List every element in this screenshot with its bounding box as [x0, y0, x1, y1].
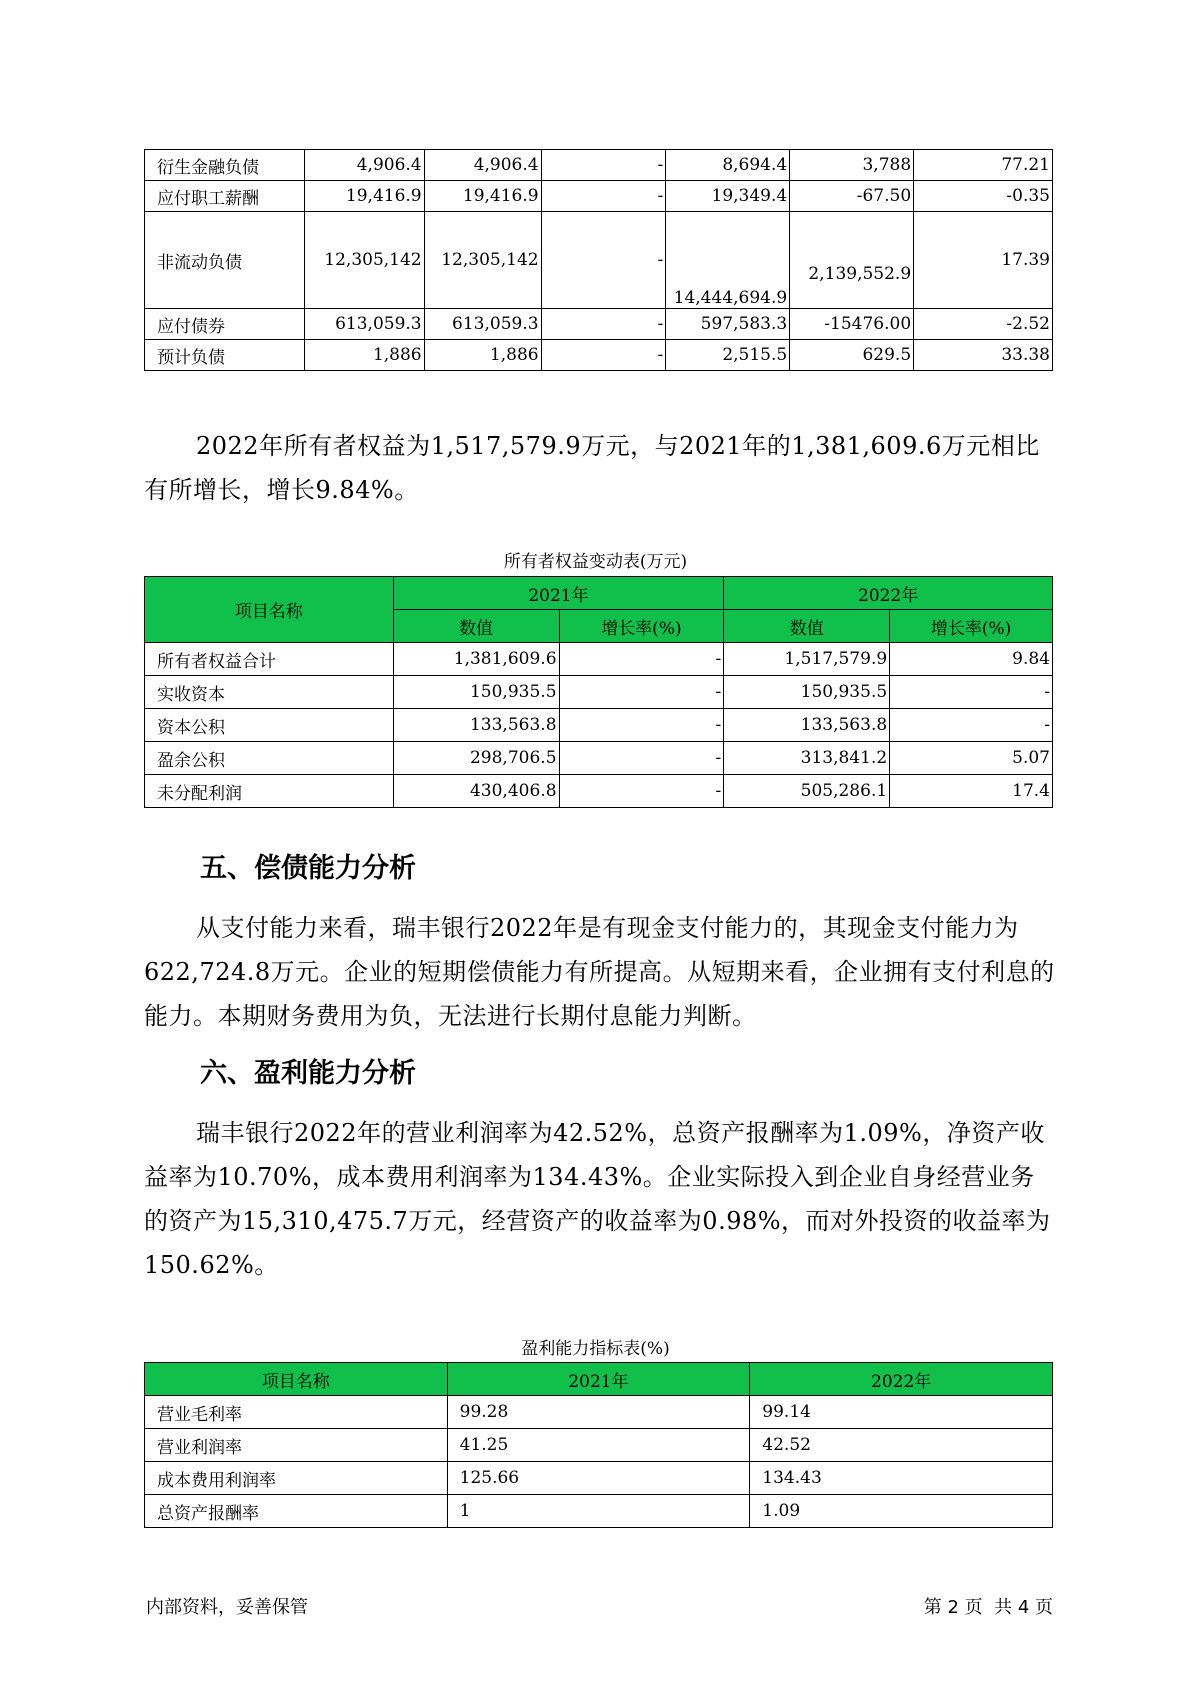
cell: 1,886 [424, 340, 541, 371]
row-label: 未分配利润 [145, 775, 394, 808]
cell: - [559, 643, 724, 676]
section-heading-solvency: 五、偿债能力分析 [200, 853, 416, 884]
row-label: 营业利润率 [145, 1429, 448, 1462]
row-label: 应付债券 [145, 309, 305, 340]
cell: 4,906.4 [424, 150, 541, 181]
section-heading-profitability: 六、盈利能力分析 [200, 1058, 416, 1089]
cell: 19,416.9 [304, 181, 424, 212]
cell: 1,517,579.9 [724, 643, 890, 676]
cell: 8,694.4 [666, 150, 790, 181]
cell: 150,935.5 [724, 676, 890, 709]
header-growth: 增长率(%) [890, 610, 1053, 643]
cell: 3,788 [790, 150, 914, 181]
cell: 9.84 [890, 643, 1053, 676]
row-label: 非流动负债 [145, 212, 305, 309]
cell: - [559, 775, 724, 808]
cell: - [559, 676, 724, 709]
cell: 597,583.3 [666, 309, 790, 340]
paragraph-solvency: 从支付能力来看，瑞丰银行2022年是有现金支付能力的，其现金支付能力为622,724.8万元。企业的短期偿债能力有所提高。从短期来看，企业拥有支付利息的能力。本期财务费用为负，无法进行长期付息能力判断。 [144, 914, 1055, 1030]
cell: 17.4 [890, 775, 1053, 808]
cell: 99.14 [750, 1396, 1053, 1429]
row-label: 衍生金融负债 [145, 150, 305, 181]
cell: 1.09 [750, 1495, 1053, 1528]
cell: 133,563.8 [393, 709, 559, 742]
header-year-2021: 2021年 [393, 577, 724, 610]
cell: -15476.00 [790, 309, 914, 340]
cell: -0.35 [914, 181, 1053, 212]
row-label: 资本公积 [145, 709, 394, 742]
liability-table [144, 149, 1053, 371]
table-row [145, 709, 1053, 742]
header-value: 数值 [393, 610, 559, 643]
cell: 4,906.4 [304, 150, 424, 181]
table-row [145, 340, 1053, 371]
cell: 1,381,609.6 [393, 643, 559, 676]
cell: 99.28 [447, 1396, 750, 1429]
cell: - [541, 309, 666, 340]
paragraph-equity: 2022年所有者权益为1,517,579.9万元，与2021年的1,381,609.6万元相比有所增长，增长9.84%。 [144, 432, 1040, 504]
row-label: 所有者权益合计 [145, 643, 394, 676]
cell: 2,515.5 [666, 340, 790, 371]
header-value: 数值 [724, 610, 890, 643]
cell: - [541, 150, 666, 181]
table-row [145, 1429, 1053, 1462]
cell: 430,406.8 [393, 775, 559, 808]
row-label: 实收资本 [145, 676, 394, 709]
table-header-row [145, 577, 1053, 610]
cell: 77.21 [914, 150, 1053, 181]
cell: 313,841.2 [724, 742, 890, 775]
header-year-2022: 2022年 [724, 577, 1053, 610]
header-year-2022: 2022年 [750, 1363, 1053, 1396]
cell: 629.5 [790, 340, 914, 371]
cell: 1 [447, 1495, 750, 1528]
table-header-row [145, 1363, 1053, 1396]
header-growth: 增长率(%) [559, 610, 724, 643]
row-label: 预计负债 [145, 340, 305, 371]
table-row [145, 150, 1053, 181]
row-label: 应付职工薪酬 [145, 181, 305, 212]
table-row [145, 775, 1053, 808]
cell: - [541, 181, 666, 212]
table-row [145, 1462, 1053, 1495]
cell: 5.07 [890, 742, 1053, 775]
cell: - [890, 709, 1053, 742]
row-label: 盈余公积 [145, 742, 394, 775]
table-row [145, 1396, 1053, 1429]
cell: 12,305,142 [424, 212, 541, 309]
cell: - [541, 212, 666, 309]
cell: 134.43 [750, 1462, 1053, 1495]
table-row [145, 181, 1053, 212]
equity-table [144, 576, 1053, 808]
footer-confidential: 内部资料，妥善保管 [146, 1597, 308, 1618]
table-row [145, 212, 1053, 309]
row-label: 营业毛利率 [145, 1396, 448, 1429]
cell: - [559, 709, 724, 742]
cell-value: 14,444,694.9 [673, 288, 788, 308]
cell: 19,349.4 [666, 181, 790, 212]
cell: 613,059.3 [424, 309, 541, 340]
row-label: 成本费用利润率 [145, 1462, 448, 1495]
cell: 42.52 [750, 1429, 1053, 1462]
cell [666, 212, 790, 309]
profit-table-caption: 盈利能力指标表(%) [521, 1339, 670, 1359]
cell: - [890, 676, 1053, 709]
header-item: 项目名称 [145, 1363, 448, 1396]
cell: -2.52 [914, 309, 1053, 340]
footer-page-number: 第 2 页 共 4 页 [923, 1597, 1053, 1618]
equity-table-caption: 所有者权益变动表(万元) [503, 552, 688, 572]
paragraph-profitability: 瑞丰银行2022年的营业利润率为42.52%，总资产报酬率为1.09%，净资产收益率为10.70%，成本费用利润率为134.43%。企业实际投入到企业自身经营业务的资产为15,310,475.7万元，经营资产的收益率为0.98%，而对外投资的收益率为150.62%。 [144, 1119, 1051, 1279]
table-row [145, 742, 1053, 775]
cell: 1,886 [304, 340, 424, 371]
cell: 613,059.3 [304, 309, 424, 340]
cell: 2,139,552.9 [790, 212, 914, 309]
cell: 298,706.5 [393, 742, 559, 775]
cell: 41.25 [447, 1429, 750, 1462]
cell: 12,305,142 [304, 212, 424, 309]
cell: 505,286.1 [724, 775, 890, 808]
cell: 17.39 [914, 212, 1053, 309]
table-row [145, 676, 1053, 709]
profit-table [144, 1362, 1053, 1528]
cell: 133,563.8 [724, 709, 890, 742]
cell: 150,935.5 [393, 676, 559, 709]
cell: - [559, 742, 724, 775]
table-row [145, 309, 1053, 340]
header-item: 项目名称 [145, 577, 394, 643]
cell: -67.50 [790, 181, 914, 212]
header-year-2021: 2021年 [447, 1363, 750, 1396]
cell: 19,416.9 [424, 181, 541, 212]
row-label: 总资产报酬率 [145, 1495, 448, 1528]
cell: 33.38 [914, 340, 1053, 371]
cell: - [541, 340, 666, 371]
table-row [145, 643, 1053, 676]
table-row [145, 1495, 1053, 1528]
cell: 125.66 [447, 1462, 750, 1495]
